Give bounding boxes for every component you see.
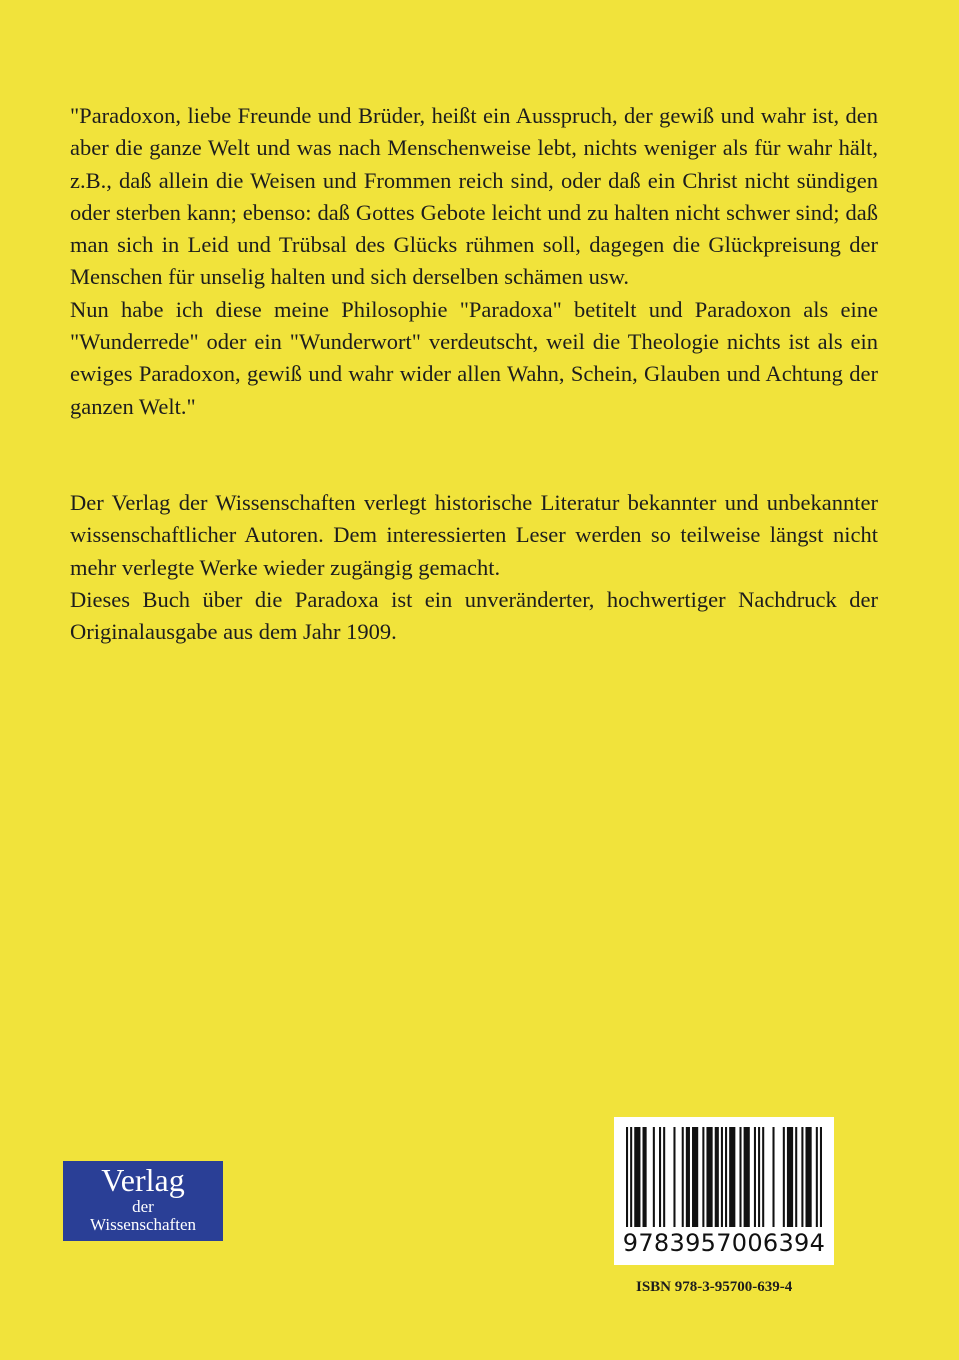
publisher-description bbox=[70, 487, 878, 648]
barcode-bar bbox=[626, 1127, 628, 1227]
publisher-logo bbox=[63, 1161, 223, 1241]
barcode-bar bbox=[754, 1127, 756, 1227]
barcode-bars bbox=[626, 1127, 822, 1227]
barcode-bar bbox=[816, 1127, 818, 1227]
barcode-bar bbox=[702, 1127, 704, 1227]
barcode-bar bbox=[795, 1127, 797, 1227]
barcode-bar bbox=[820, 1127, 822, 1227]
barcode-bar bbox=[692, 1127, 698, 1227]
barcode-digits: 9783957006394 bbox=[622, 1229, 826, 1257]
barcode-bar bbox=[715, 1127, 719, 1227]
quote-block bbox=[70, 100, 878, 423]
logo-line-der: der bbox=[132, 1197, 154, 1216]
barcode-bar bbox=[729, 1127, 735, 1227]
barcode-bar bbox=[801, 1127, 803, 1227]
logo-line-verlag: Verlag bbox=[101, 1162, 185, 1198]
barcode-bar bbox=[682, 1127, 684, 1227]
barcode-bar bbox=[805, 1127, 811, 1227]
barcode-bar bbox=[762, 1127, 764, 1227]
barcode-bar bbox=[659, 1127, 661, 1227]
barcode-bar bbox=[653, 1127, 655, 1227]
barcode-bar bbox=[739, 1127, 741, 1227]
quote-paragraph-1: "Paradoxon, liebe Freunde und Brüder, heißt ein Ausspruch, der gewiß und wahr ist, den aber die ganze Welt und was nach Menschenweise lebt, nichts weniger als für wahr hält, z.B., daß allein die Weisen und Frommen reich sind, oder daß ein Christ nicht sündigen oder sterben kann; ebenso: daß Gottes Gebote leicht und zu halten nicht schwer sind; daß man sich in Leid und Trübsal des Glücks rühmen soll, dagegen die Glückpreisung der Menschen für unselig halten und sich derselben schämen usw. bbox=[70, 103, 878, 290]
barcode-bar bbox=[783, 1127, 785, 1227]
barcode-bar bbox=[686, 1127, 690, 1227]
publisher-paragraph-2: Dieses Buch über die Paradoxa ist ein unveränderter, hochwertiger Nachdruck der Originalausgabe aus dem Jahr 1909. bbox=[70, 586, 878, 645]
barcode-bar bbox=[721, 1127, 723, 1227]
barcode-bar bbox=[744, 1127, 750, 1227]
quote-paragraph-2: Nun habe ich diese meine Philosophie "Paradoxa" betitelt und Paradoxon als eine "Wunderrede" oder ein "Wunderwort" verdeutscht, weil die Theologie nichts ist als ein ewiges Paradoxon, gewiß und wahr wider allen Wahn, Schein, Glauben und Achtung der ganzen Welt." bbox=[70, 296, 878, 419]
isbn-label: ISBN 978-3-95700-639-4 bbox=[636, 1279, 793, 1295]
barcode-bar bbox=[630, 1127, 632, 1227]
barcode-bar bbox=[772, 1127, 774, 1227]
logo-line-wissenschaften: Wissenschaften bbox=[89, 1215, 196, 1234]
barcode-bar bbox=[634, 1127, 640, 1227]
barcode-bar bbox=[758, 1127, 760, 1227]
barcode-bar bbox=[725, 1127, 727, 1227]
barcode-bar bbox=[706, 1127, 712, 1227]
barcode-bar bbox=[663, 1127, 665, 1227]
barcode-bar bbox=[643, 1127, 647, 1227]
barcode-bar bbox=[787, 1127, 793, 1227]
barcode bbox=[614, 1117, 834, 1265]
publisher-paragraph-1: Der Verlag der Wissenschaften verlegt historische Literatur bekannter und unbekannter wissenschaftlicher Autoren. Dem interessierten Leser werden so teilweise längst nicht mehr verlegte Werke wieder zugängig gemacht. bbox=[70, 490, 878, 580]
barcode-bar bbox=[673, 1127, 675, 1227]
